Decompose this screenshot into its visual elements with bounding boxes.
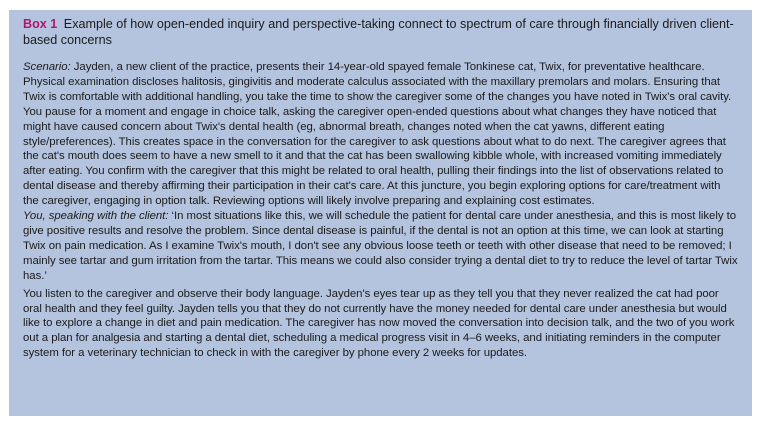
box-title-text: Example of how open-ended inquiry and perspective-taking connect to spectrum of care through financially driven client-based concerns [23,17,734,47]
box-title [23,16,738,48]
scenario-lead: Scenario: [23,61,71,73]
closing-paragraph: You listen to the caregiver and observe their body language. Jayden's eyes tear up as they tell you that they never realized the cat had poor oral health and they feel guilty. Jayden tells you that they do not currently have the money needed for dental care under anesthesia but would like to explore a change in diet and pain medication. The caregiver has now moved the conversation into decision talk, and the two of you work out a plan for analgesia and starting a dental diet, scheduling a medical progress visit in 4–6 weeks, and initiating reminders in the computer system for a veterinary technician to check in with the caregiver by phone every 2 weeks for updates. [23,287,735,360]
box-label: Box 1 [23,17,58,31]
client-lead: You, speaking with the client: [23,210,169,223]
scenario-paragraph [23,60,738,209]
client-paragraph [23,209,738,284]
info-box [9,10,752,416]
scenario-text: Jayden, a new client of the practice, presents their 14-year-old spayed female Tonkinese cat, Twix, for preventative healthcare. Physical examination discloses halitosis, gingivitis and moderate calculus associated with the maxillary premolars and molars. Ensuring that Twix is comfortable with additional handling, you take the time to show the caregiver some of the changes you have noted in Twix's oral cavity. You pause for a moment and engage in choice talk, asking the caregiver open-ended questions about what changes they have noticed that might have caused concern about Twix's dental health (eg, abnormal breath, changes noted when the cat yawns, different eating style/preferences). This creates space in the conversation for the caregiver to ask questions about what to do next. The caregiver agrees that the cat's mouth does seem to have a new smell to it and that the cat has been swallowing kibble whole, with increased vomiting immediately after eating. You confirm with the caregiver that this might be related to oral health, pulling their findings into the list of observations related to dental disease and thereby affirming their participation in their cat's care. At this juncture, you begin exploring options for care/treatment with the caregiver, engaging in option talk. Reviewing options will likely involve preparing and explaining cost estimates. [23,61,732,208]
client-text: ‘In most situations like this, we will schedule the patient for dental care under anesthesia, and this is most likely to give positive results and resolve the problem. Since dental disease is painful, if the dental is not an option at this time, we can look at starting Twix on pain medication. As I examine Twix's mouth, I don't see any obvious loose teeth or teeth with other disease that need to be removed; I mainly see tartar and gum irritation from the tartar. This means we could also consider trying a dental diet to try to reduce the level of tartar Twix has.’ [23,210,738,282]
